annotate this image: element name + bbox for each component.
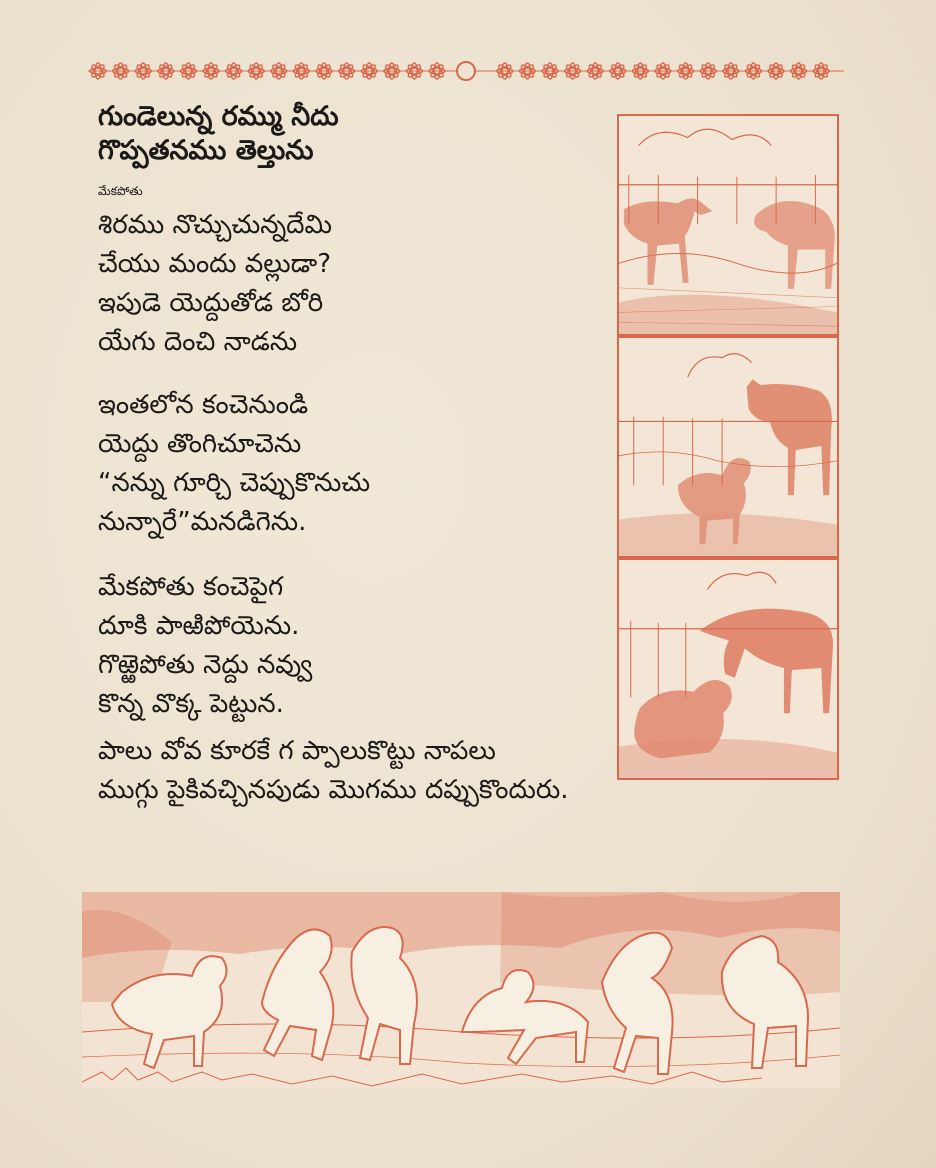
verse-line: కొన్న వొక్క పెట్టున.: [98, 689, 284, 719]
verse-line: నున్నారే”మనడిగెను.: [98, 507, 307, 537]
verse-line: దూకి పాఱిపోయెను.: [98, 611, 300, 641]
verse-line: మేకపోతు కంచెపైగ: [98, 572, 284, 602]
verse-line: చేయు మందు వల్లుడా?: [98, 249, 331, 279]
verse-line: గొప్పతనము తెల్తును: [98, 135, 314, 166]
verse-line: యెద్దు తొంగిచూచెను: [98, 429, 302, 459]
ox-and-ram-grazing-illustration: [617, 558, 839, 780]
verse-line: గొఱ్ఱెపోతు నెద్దు నవ్వు: [98, 650, 313, 680]
moral-line: పాలు వోవ కూరకే గ ప్పాలుకొట్టు నాపలు: [98, 736, 496, 766]
verse-line: ఇపుడె యెద్దుతోడ బోరి: [98, 288, 324, 318]
moral-line: ముగ్గు పైకివచ్చినపుడు మొగము దప్పుకొందురు.: [98, 775, 569, 805]
verse-line: గుండెలున్న రమ్ము నీదు: [98, 101, 339, 132]
verse-line: “నన్ను గూర్చి చెప్పుకొనుచు: [98, 468, 371, 498]
donkey-and-ram-illustration: [617, 114, 839, 336]
speaker-label: మేకపోతు: [98, 184, 143, 198]
ox-and-ram-illustration: [617, 336, 839, 558]
verse-block: [98, 100, 569, 810]
stanza-4: [98, 568, 569, 724]
verse-line: శిరము నొచ్చుచున్నదేమి: [98, 210, 333, 240]
stanza-2: [98, 206, 569, 362]
center-ring-icon: [457, 62, 475, 80]
floral-border-icon: [88, 54, 844, 88]
verse-line: ఇంతలోన కంచెనుండి: [98, 390, 309, 420]
dancing-lambs-illustration: [82, 892, 840, 1088]
verse-line: యేగు దెంచి నాడను: [98, 327, 298, 357]
moral-couplet: [98, 732, 569, 810]
stanza-3: [98, 386, 569, 542]
stanza-1: [98, 100, 569, 168]
